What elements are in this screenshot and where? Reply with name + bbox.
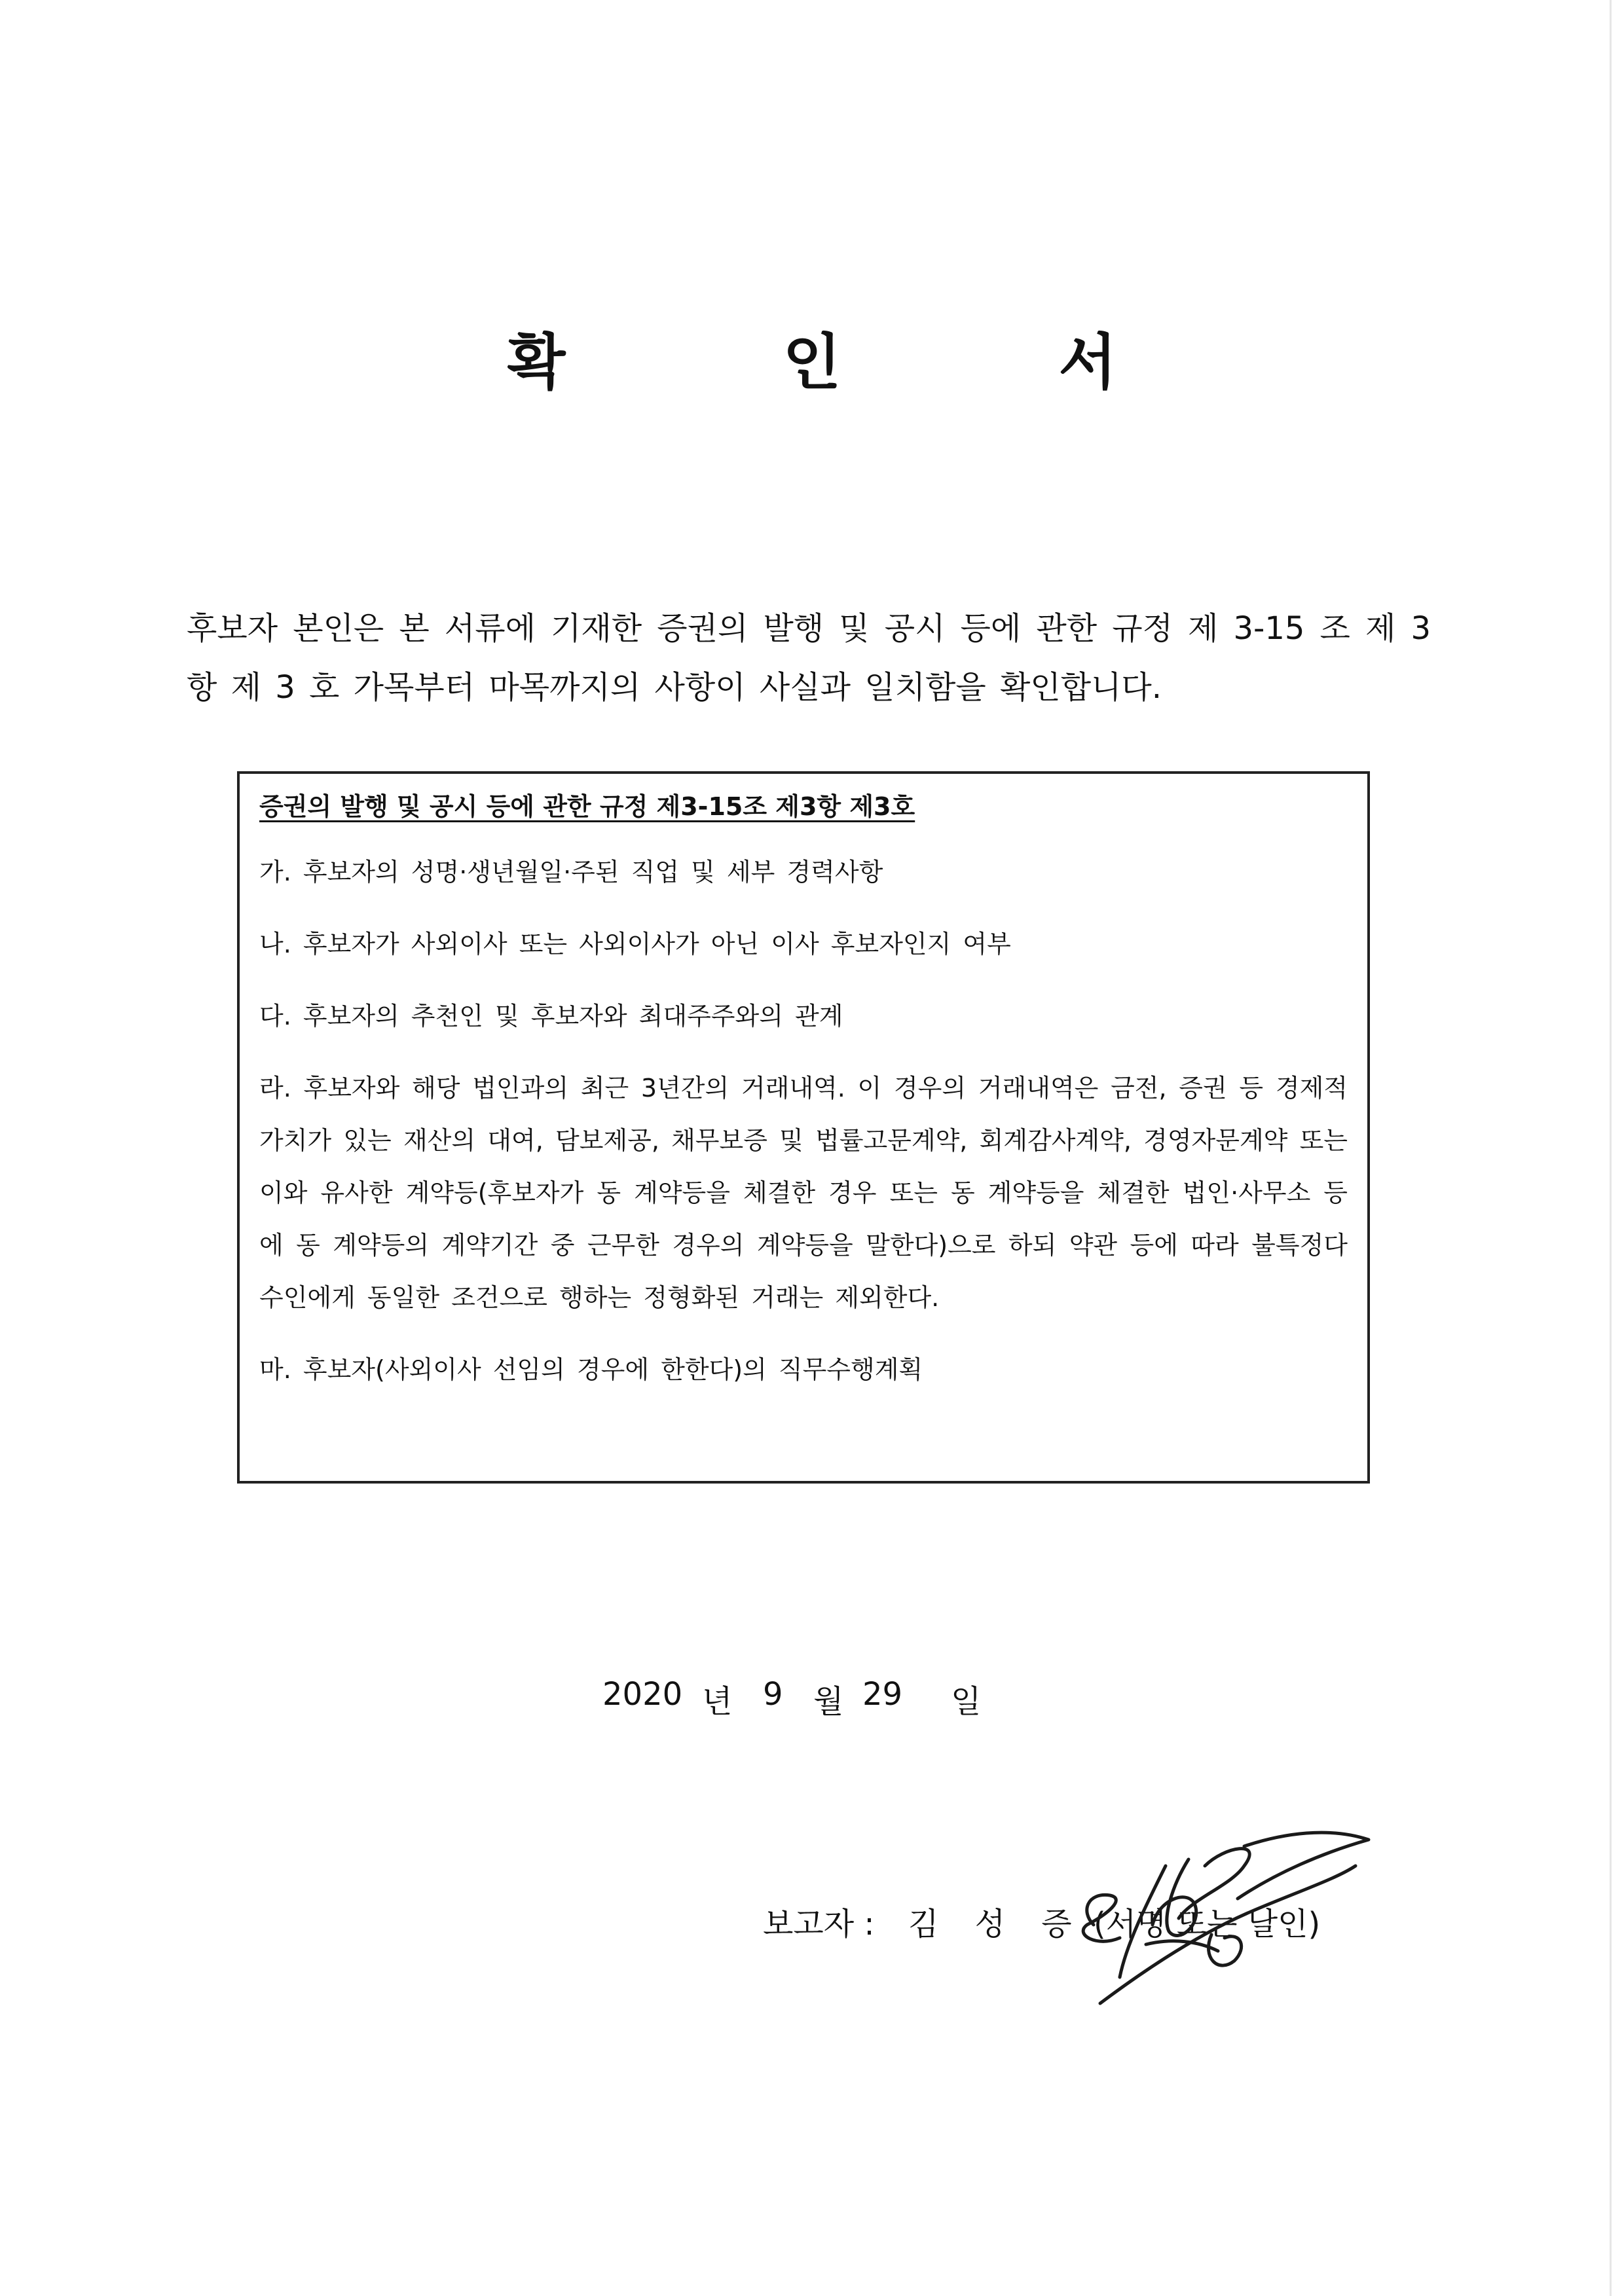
regulation-item-na: 나. 후보자가 사외이사 또는 사외이사가 아닌 이사 후보자인지 여부: [259, 930, 1011, 958]
regulation-item-ra: 라. 후보자와 해당 법인과의 최근 3년간의 거래내역. 이 경우의 거래내역은 금전, 증권 등 경제적 가치가 있는 재산의 대여, 담보제공, 채무보증 및 법률고문계약, 회계감사계약, 경영자문계약 또는 이와 유사한 계약등(후보자가 동 계약등을 체결한 경우 또는 동 계약등을 체결한 법인·사무소 등에 동 계약등의 계약기간 중 근무한 경우의 계약등을 말한다)으로 하되 약관 등에 따라 불특정다수인에게 동일한 조건으로 행하는 정형화된 거래는 제외한다.: [259, 1074, 1348, 1312]
scan-edge-line: [1610, 0, 1612, 2296]
signature-stroke: [1100, 1866, 1356, 2003]
regulation-heading: 증권의 발행 및 공시 등에 관한 규정 제3-15조 제3항 제3호: [259, 792, 915, 821]
reporter-label: 보고자 :: [763, 1906, 875, 1942]
date-year: 2020: [602, 1676, 683, 1713]
regulation-item-ga: 가. 후보자의 성명·생년월일·주된 직업 및 세부 경력사항: [259, 858, 883, 886]
regulation-item-da: 다. 후보자의 추천인 및 후보자와 최대주주와의 관계: [259, 1002, 843, 1030]
signature-note: (서명 또는 날인): [1094, 1906, 1321, 1942]
signature-stroke: [1153, 1859, 1196, 1935]
handwritten-signature: [1048, 1827, 1388, 2023]
date-month-unit: 월: [813, 1683, 844, 1720]
reporter-name: 김 성 증: [908, 1906, 1072, 1942]
date-year-unit: 년: [702, 1683, 733, 1720]
confirmation-statement: 후보자 본인은 본 서류에 기재한 증권의 발행 및 공시 등에 관한 규정 제 3-15 조 제 3 항 제 3 호 가목부터 마목까지의 사항이 사실과 일치함을 확인합니다.: [187, 610, 1431, 706]
regulation-box: [237, 771, 1370, 1484]
page-title: 확 인 서: [507, 327, 1215, 397]
signature-stroke: [1083, 1895, 1120, 1941]
date-line: [602, 1676, 1061, 1722]
date-month: 9: [763, 1676, 783, 1713]
date-day: 29: [862, 1676, 903, 1713]
regulation-item-ma: 마. 후보자(사외이사 선임의 경우에 한한다)의 직무수행계획: [259, 1355, 923, 1384]
date-day-unit: 일: [951, 1683, 982, 1720]
